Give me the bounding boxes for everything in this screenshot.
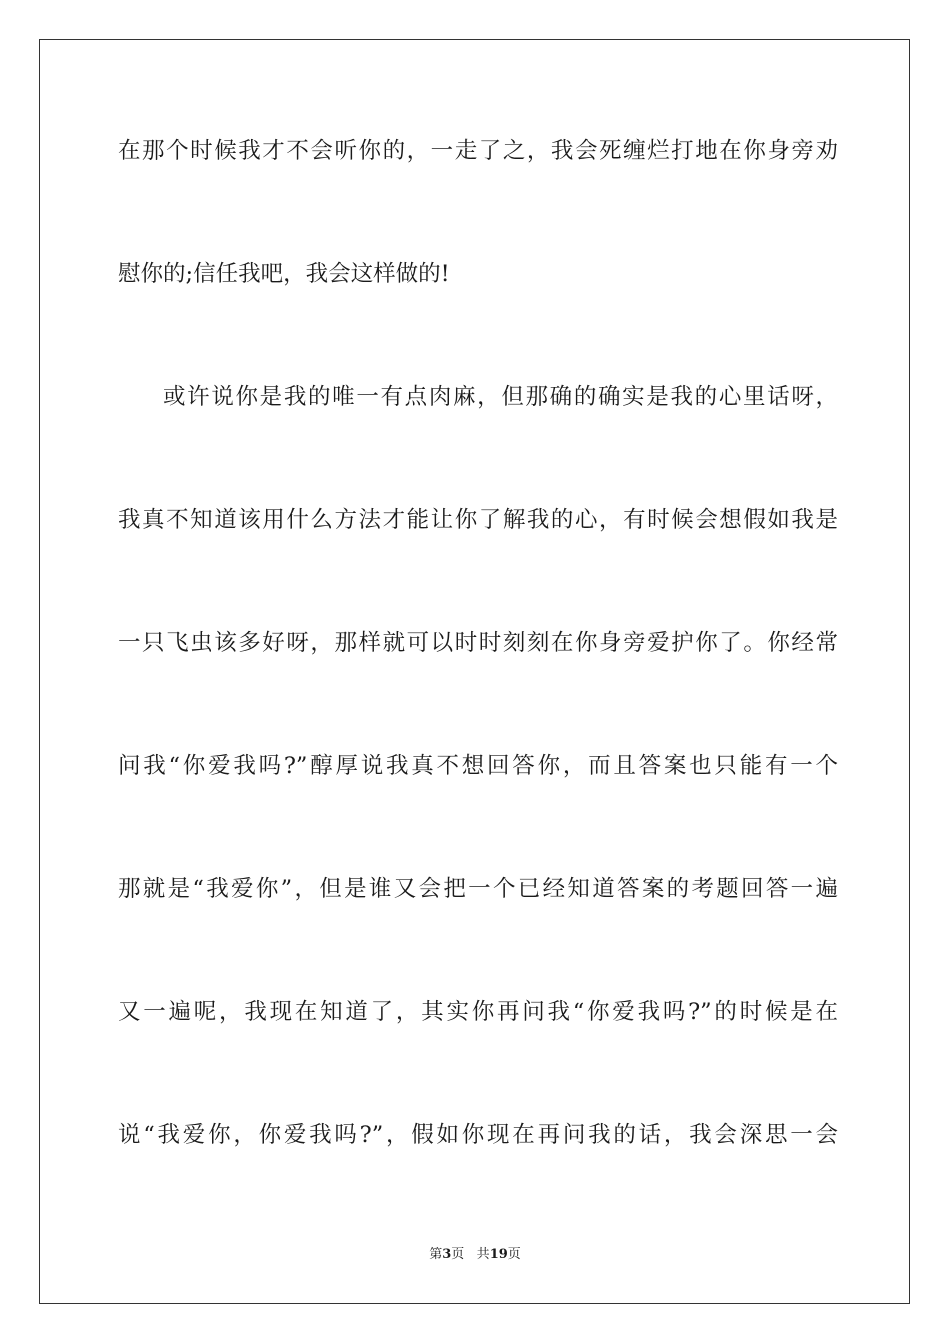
total-label-suffix: 页 xyxy=(507,1247,521,1262)
page-label-prefix: 第 xyxy=(429,1247,443,1262)
paragraph-line: 那就是“我爱你”，但是谁又会把一个已经知道答案的考题回答一遍 xyxy=(118,876,838,902)
paragraph-line: 慰你的;信任我吧，我会这样做的! xyxy=(118,261,450,287)
paragraph-line: 说“我爱你，你爱我吗?”，假如你现在再问我的话，我会深思一会 xyxy=(118,1122,838,1148)
paragraph-line: 又一遍呢，我现在知道了，其实你再问我“你爱我吗?”的时候是在 xyxy=(118,999,838,1025)
page-number: 3 xyxy=(442,1247,452,1262)
paragraph-line: 一只飞虫该多好呀，那样就可以时时刻刻在你身旁爱护你了。你经常 xyxy=(118,630,838,656)
paragraph-line: 问我“你爱我吗?”醇厚说我真不想回答你，而且答案也只能有一个 xyxy=(118,753,838,779)
page-footer xyxy=(0,1246,950,1264)
paragraph-line: 在那个时候我才不会听你的，一走了之，我会死缠烂打地在你身旁劝 xyxy=(118,138,838,164)
paragraph-line: 或许说你是我的唯一有点肉麻，但那确的确实是我的心里话呀， xyxy=(163,384,838,410)
paragraph-line: 我真不知道该用什么方法才能让你了解我的心，有时候会想假如我是 xyxy=(118,507,838,533)
page-label-suffix: 页 xyxy=(451,1247,465,1262)
total-label-prefix: 共 xyxy=(476,1247,490,1262)
total-pages: 19 xyxy=(489,1247,508,1262)
